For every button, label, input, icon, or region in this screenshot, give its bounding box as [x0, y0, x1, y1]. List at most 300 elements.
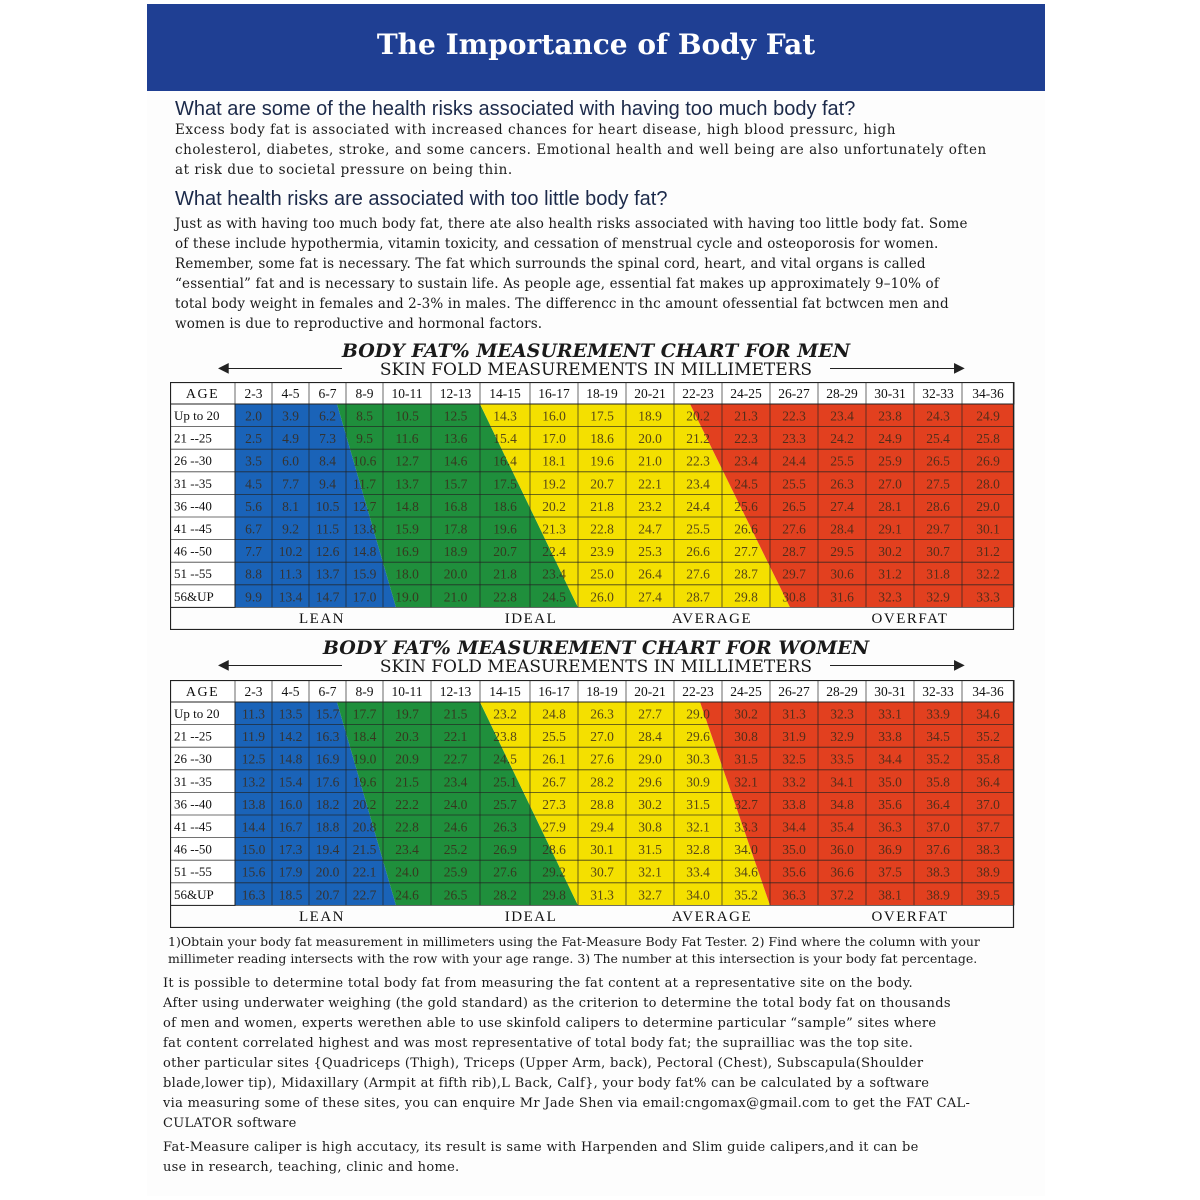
instruction-line: millimeter reading intersects with the row with your age range. 3) The number at this intersection is your body fat percentage.: [168, 951, 978, 966]
cell-value: 18.0: [395, 566, 419, 582]
cell-value: 36.3: [782, 887, 806, 903]
paragraph-line: “essential” fat and is necessary to sustain life. As people age, essential fat makes up approximately 9–10% of: [175, 276, 939, 292]
cell-value: 33.4: [686, 864, 710, 880]
body-line: use in research, teaching, clinic and home.: [163, 1160, 460, 1175]
cell-value: 24.4: [782, 453, 806, 469]
cell-value: 22.1: [638, 476, 662, 492]
cell-value: 20.0: [638, 431, 662, 447]
cell-value: 28.4: [638, 729, 662, 745]
cell-value: 26.6: [734, 521, 758, 537]
cell-value: 34.0: [734, 842, 758, 858]
cell-value: 24.5: [734, 476, 758, 492]
body-line: blade,lower tip), Midaxillary (Armpit at fifth rib),L Back, Calf}, your body fat% can be calculated by a software: [163, 1076, 930, 1091]
cell-value: 24.9: [976, 408, 1000, 424]
column-header: 2-3: [244, 386, 263, 401]
cell-value: 31.5: [734, 751, 758, 767]
arrow-line: [830, 665, 958, 666]
cell-value: 35.4: [830, 819, 854, 835]
cell-value: 27.0: [590, 729, 614, 745]
cell-value: 12.6: [315, 544, 340, 560]
cell-value: 19.2: [542, 476, 566, 492]
cell-value: 18.9: [638, 408, 662, 424]
cell-value: 30.3: [686, 751, 710, 767]
question-too-much-fat: What are some of the health risks associated with having too much body fat?: [175, 98, 856, 120]
cell-value: 9.4: [319, 476, 336, 492]
cell-value: 15.4: [278, 774, 303, 790]
cell-value: 19.7: [395, 706, 419, 722]
cell-value: 29.6: [686, 729, 710, 745]
question-too-little-fat: What health risks are associated with too little body fat?: [175, 188, 668, 210]
paragraph-line: Remember, some fat is necessary. The fat which surrounds the spinal cord, heart, and vital organs is called: [175, 256, 926, 272]
cell-value: 18.1: [542, 453, 566, 469]
cell-value: 21.3: [542, 521, 566, 537]
cell-value: 28.7: [734, 566, 758, 582]
cell-value: 21.8: [590, 498, 614, 514]
cell-value: 30.1: [590, 842, 614, 858]
cell-value: 29.2: [542, 864, 566, 880]
cell-value: 31.5: [638, 842, 662, 858]
cell-value: 27.6: [782, 521, 806, 537]
column-header: 8-9: [355, 684, 374, 699]
cell-value: 31.5: [686, 796, 710, 812]
cell-value: 21.5: [352, 842, 377, 858]
cell-value: 24.4: [686, 498, 710, 514]
cell-value: 35.8: [976, 751, 1000, 767]
cell-value: 24.0: [443, 796, 468, 812]
cell-value: 28.7: [782, 544, 806, 560]
cell-value: 33.1: [878, 706, 902, 722]
column-header: 4-5: [281, 684, 300, 699]
arrow-line: [222, 665, 342, 666]
cell-value: 26.5: [926, 453, 950, 469]
body-line: After using underwater weighing (the gold standard) as the criterion to determine the total body fat on thousands: [163, 996, 951, 1011]
zone-label: IDEAL: [504, 909, 558, 925]
age-row-label: Up to 20: [174, 408, 220, 423]
cell-value: 37.5: [878, 864, 902, 880]
cell-value: 12.5: [443, 408, 468, 424]
cell-value: 34.4: [878, 751, 902, 767]
cell-value: 16.3: [241, 887, 266, 903]
cell-value: 35.6: [878, 796, 902, 812]
column-header: 32-33: [922, 684, 954, 699]
cell-value: 23.4: [542, 566, 566, 582]
cell-value: 10.6: [352, 453, 377, 469]
age-row-label: 36 --40: [174, 498, 212, 514]
cell-value: 10.5: [395, 408, 419, 424]
cell-value: 9.2: [282, 521, 299, 537]
cell-value: 18.4: [352, 729, 377, 745]
cell-value: 7.7: [245, 544, 262, 560]
column-header: 10-11: [391, 684, 423, 699]
cell-value: 30.8: [782, 589, 806, 605]
cell-value: 28.4: [830, 521, 854, 537]
cell-value: 7.3: [319, 431, 336, 447]
cell-value: 22.4: [542, 544, 566, 560]
cell-value: 27.4: [638, 589, 662, 605]
cell-value: 24.5: [493, 751, 517, 767]
cell-value: 34.8: [830, 796, 854, 812]
cell-value: 34.4: [782, 819, 806, 835]
cell-value: 26.9: [976, 453, 1000, 469]
column-header: 34-36: [972, 386, 1004, 401]
cell-value: 30.8: [734, 729, 758, 745]
cell-value: 22.3: [782, 408, 806, 424]
cell-value: 16.7: [278, 819, 303, 835]
cell-value: 26.7: [542, 774, 566, 790]
cell-value: 22.7: [352, 887, 377, 903]
cell-value: 11.3: [241, 706, 266, 722]
left-arrow-icon: ◀: [218, 657, 229, 673]
column-header: 6-7: [318, 386, 337, 401]
cell-value: 37.0: [926, 819, 950, 835]
age-row-label: 46 --50: [174, 841, 212, 857]
paragraph-too-much-fat: [175, 120, 987, 180]
cell-value: 12.5: [241, 751, 266, 767]
cell-value: 13.7: [395, 476, 419, 492]
cell-value: 32.3: [830, 706, 854, 722]
column-header: 20-21: [634, 386, 666, 401]
cell-value: 20.2: [686, 408, 710, 424]
column-header: 22-23: [682, 386, 714, 401]
column-header: 32-33: [922, 386, 954, 401]
body-line: via measuring some of these sites, you can enquire Mr Jade Shen via email:cngomax@gmail.com to get the FAT CAL-: [163, 1096, 971, 1111]
body-line: CULATOR software: [163, 1116, 297, 1131]
cell-value: 28.8: [590, 796, 614, 812]
cell-value: 38.3: [976, 842, 1000, 858]
cell-value: 20.7: [590, 476, 614, 492]
women-chart-title: BODY FAT% MEASUREMENT CHART FOR WOMEN: [322, 637, 870, 659]
cell-value: 30.8: [638, 819, 662, 835]
cell-value: 34.5: [926, 729, 950, 745]
cell-value: 21.3: [734, 408, 758, 424]
cell-value: 14.8: [352, 544, 377, 560]
cell-value: 15.9: [352, 566, 377, 582]
cell-value: 18.6: [493, 498, 517, 514]
cell-value: 29.8: [542, 887, 566, 903]
age-row-label: 26 --30: [174, 751, 212, 767]
zone-label: AVERAGE: [671, 611, 753, 627]
cell-value: 25.3: [638, 544, 662, 560]
cell-value: 25.0: [590, 566, 614, 582]
age-row-label: 51 --55: [174, 864, 212, 880]
cell-value: 38.9: [976, 864, 1000, 880]
cell-value: 37.0: [976, 796, 1000, 812]
cell-value: 15.7: [443, 476, 468, 492]
paragraph-line: cholesterol, diabetes, stroke, and some cancers. Emotional health and well being are also unfortunately often: [175, 142, 987, 158]
cell-value: 17.9: [278, 864, 303, 880]
cell-value: 4.5: [245, 476, 262, 492]
cell-value: 29.4: [590, 819, 614, 835]
cell-value: 20.2: [352, 796, 377, 812]
cell-value: 26.0: [590, 589, 614, 605]
cell-value: 32.5: [782, 751, 806, 767]
cell-value: 27.6: [493, 864, 517, 880]
age-row-label: 21 --25: [174, 728, 212, 744]
cell-value: 25.5: [686, 521, 710, 537]
age-row-label: 31 --35: [174, 475, 212, 491]
cell-value: 35.2: [976, 729, 1000, 745]
cell-value: 31.9: [782, 729, 806, 745]
cell-value: 37.6: [926, 842, 950, 858]
cell-value: 13.4: [278, 589, 303, 605]
cell-value: 21.0: [638, 453, 662, 469]
cell-value: 15.6: [241, 864, 266, 880]
cell-value: 32.3: [878, 589, 902, 605]
column-header: 28-29: [826, 386, 858, 401]
cell-value: 30.2: [878, 544, 902, 560]
cell-value: 16.0: [542, 408, 566, 424]
cell-value: 31.2: [878, 566, 902, 582]
cell-value: 30.9: [686, 774, 710, 790]
cell-value: 32.1: [638, 864, 662, 880]
cell-value: 12.7: [395, 453, 419, 469]
cell-value: 26.5: [782, 498, 806, 514]
column-header: 30-31: [874, 684, 906, 699]
cell-value: 17.3: [278, 842, 303, 858]
cell-value: 14.4: [241, 819, 266, 835]
cell-value: 10.5: [315, 498, 340, 514]
column-header: 28-29: [826, 684, 858, 699]
cell-value: 20.2: [542, 498, 566, 514]
cell-value: 29.6: [638, 774, 662, 790]
cell-value: 27.6: [686, 566, 710, 582]
cell-value: 35.0: [782, 842, 806, 858]
cell-value: 19.0: [352, 751, 377, 767]
cell-value: 20.7: [315, 887, 340, 903]
cell-value: 31.8: [926, 566, 950, 582]
right-arrow-icon: ▶: [954, 360, 965, 376]
column-header: 12-13: [439, 386, 472, 401]
men-chart-subtitle: SKIN FOLD MEASUREMENTS IN MILLIMETERS: [379, 360, 813, 380]
cell-value: 16.3: [315, 729, 340, 745]
cell-value: 23.2: [493, 706, 517, 722]
cell-value: 25.8: [976, 431, 1000, 447]
cell-value: 16.0: [278, 796, 303, 812]
column-header: 16-17: [538, 684, 570, 699]
paragraph-line: of these include hypothermia, vitamin toxicity, and cessation of menstrual cycle and osteoporosis for women.: [175, 236, 939, 252]
cell-value: 19.4: [315, 842, 340, 858]
body-line: Fat-Measure caliper is high accutacy, its result is same with Harpenden and Slim guide calipers,and it can be: [163, 1140, 919, 1155]
cell-value: 30.2: [638, 796, 662, 812]
cell-value: 27.7: [734, 544, 758, 560]
cell-value: 21.5: [395, 774, 419, 790]
right-arrow-icon: ▶: [954, 657, 965, 673]
cell-value: 19.0: [395, 589, 419, 605]
cell-value: 20.7: [493, 544, 517, 560]
arrow-line: [222, 368, 342, 369]
cell-value: 11.9: [241, 729, 266, 745]
cell-value: 27.5: [926, 476, 950, 492]
cell-value: 17.0: [542, 431, 566, 447]
cell-value: 25.4: [926, 431, 950, 447]
cell-value: 19.6: [352, 774, 377, 790]
cell-value: 18.9: [443, 544, 468, 560]
cell-value: 6.0: [282, 453, 299, 469]
cell-value: 28.2: [590, 774, 614, 790]
cell-value: 26.4: [638, 566, 662, 582]
zone-label: LEAN: [299, 611, 345, 627]
age-row-label: 41 --45: [174, 819, 212, 834]
cell-value: 15.9: [395, 521, 419, 537]
cell-value: 37.7: [976, 819, 1000, 835]
cell-value: 24.3: [926, 408, 950, 424]
age-row-label: 56&UP: [174, 588, 214, 604]
cell-value: 23.9: [590, 544, 614, 560]
cell-value: 14.8: [278, 751, 303, 767]
cell-value: 29.0: [686, 706, 710, 722]
cell-value: 10.2: [278, 544, 303, 560]
cell-value: 35.2: [734, 887, 758, 903]
cell-value: 24.2: [830, 431, 854, 447]
cell-value: 23.4: [395, 842, 419, 858]
cell-value: 30.7: [590, 864, 614, 880]
column-header: 12-13: [439, 684, 472, 699]
cell-value: 32.7: [734, 796, 758, 812]
cell-value: 38.1: [878, 887, 902, 903]
cell-value: 23.4: [734, 453, 758, 469]
cell-value: 15.4: [493, 431, 517, 447]
cell-value: 23.3: [782, 431, 806, 447]
cell-value: 20.3: [395, 729, 419, 745]
column-header: 30-31: [874, 386, 906, 401]
cell-value: 16.4: [493, 453, 517, 469]
cell-value: 25.9: [443, 864, 468, 880]
cell-value: 7.7: [282, 476, 299, 492]
cell-value: 36.4: [926, 796, 950, 812]
cell-value: 37.2: [830, 887, 854, 903]
age-row-label: 56&UP: [174, 886, 214, 902]
cell-value: 19.6: [590, 453, 614, 469]
column-header: 14-15: [489, 684, 521, 699]
women-chart-subtitle: SKIN FOLD MEASUREMENTS IN MILLIMETERS: [379, 657, 813, 677]
cell-value: 27.6: [590, 751, 614, 767]
cell-value: 30.7: [926, 544, 950, 560]
cell-value: 25.5: [830, 453, 854, 469]
column-header: 16-17: [538, 386, 570, 401]
body-line: of men and women, experts werethen able to use skinfold calipers to determine particular “sample” sites where: [163, 1016, 937, 1031]
cell-value: 33.9: [926, 706, 950, 722]
cell-value: 11.7: [352, 476, 377, 492]
cell-value: 30.6: [830, 566, 854, 582]
cell-value: 27.4: [830, 498, 854, 514]
paragraph-line: women is due to reproductive and hormonal factors.: [175, 316, 543, 332]
cell-value: 11.6: [395, 431, 419, 447]
cell-value: 18.5: [278, 887, 303, 903]
age-row-label: 31 --35: [174, 773, 212, 789]
cell-value: 32.1: [686, 819, 710, 835]
cell-value: 3.5: [245, 453, 262, 469]
cell-value: 23.2: [638, 498, 662, 514]
cell-value: 22.3: [686, 453, 710, 469]
cell-value: 26.9: [493, 842, 517, 858]
arrow-line: [830, 368, 958, 369]
cell-value: 31.2: [976, 544, 1000, 560]
cell-value: 32.2: [976, 566, 1000, 582]
cell-value: 8.4: [319, 453, 336, 469]
left-arrow-icon: ◀: [218, 360, 229, 376]
cell-value: 33.5: [830, 751, 854, 767]
cell-value: 26.1: [542, 751, 566, 767]
cell-value: 26.3: [830, 476, 854, 492]
age-row-label: 46 --50: [174, 543, 212, 559]
cell-value: 22.2: [395, 796, 419, 812]
body-line: other particular sites {Quadriceps (Thigh), Triceps (Upper Arm, back), Pectoral (Chest), Subscapula(Shoulder: [163, 1056, 924, 1071]
cell-value: 15.7: [315, 706, 340, 722]
cell-value: 17.7: [352, 706, 377, 722]
cell-value: 24.9: [878, 431, 902, 447]
body-text: [163, 974, 970, 1178]
cell-value: 23.4: [443, 774, 468, 790]
cell-value: 25.5: [782, 476, 806, 492]
cell-value: 18.2: [315, 796, 340, 812]
cell-value: 17.5: [493, 476, 517, 492]
cell-value: 3.9: [282, 408, 299, 424]
cell-value: 18.8: [315, 819, 340, 835]
cell-value: 20.9: [395, 751, 419, 767]
column-header: 20-21: [634, 684, 666, 699]
cell-value: 36.6: [830, 864, 854, 880]
cell-value: 30.1: [976, 521, 1000, 537]
cell-value: 23.4: [686, 476, 710, 492]
cell-value: 31.6: [830, 589, 854, 605]
cell-value: 38.3: [926, 864, 950, 880]
cell-value: 13.5: [278, 706, 303, 722]
cell-value: 23.8: [493, 729, 517, 745]
column-header: 14-15: [489, 386, 521, 401]
paragraph-too-little-fat: [175, 214, 968, 334]
cell-value: 26.3: [493, 819, 517, 835]
cell-value: 13.7: [315, 566, 340, 582]
age-row-label: 36 --40: [174, 796, 212, 812]
cell-value: 14.8: [395, 498, 419, 514]
column-header: 24-25: [730, 684, 762, 699]
cell-value: 20.0: [315, 864, 340, 880]
cell-value: 28.7: [686, 589, 710, 605]
cell-value: 14.2: [278, 729, 303, 745]
cell-value: 8.5: [356, 408, 373, 424]
cell-value: 31.3: [590, 887, 614, 903]
men-chart-title: BODY FAT% MEASUREMENT CHART FOR MEN: [341, 340, 851, 362]
cell-value: 31.3: [782, 706, 806, 722]
zone-label: OVERFAT: [871, 611, 949, 627]
cell-value: 2.5: [245, 431, 262, 447]
column-header: 26-27: [778, 386, 810, 401]
cell-value: 22.1: [352, 864, 377, 880]
cell-value: 23.4: [830, 408, 854, 424]
cell-value: 25.6: [734, 498, 758, 514]
women-body-fat-chart: [170, 680, 1015, 928]
cell-value: 26.5: [443, 887, 468, 903]
cell-value: 13.8: [352, 521, 377, 537]
column-header: 22-23: [682, 684, 714, 699]
cell-value: 19.6: [493, 521, 517, 537]
cell-value: 16.9: [395, 544, 419, 560]
cell-value: 14.6: [443, 453, 468, 469]
instruction-line: 1)Obtain your body fat measurement in millimeters using the Fat-Measure Body Fat Tester. 2) Find where the column with your: [168, 934, 980, 949]
cell-value: 35.6: [782, 864, 806, 880]
cell-value: 25.1: [493, 774, 517, 790]
cell-value: 36.9: [878, 842, 902, 858]
cell-value: 35.8: [926, 774, 950, 790]
cell-value: 35.0: [878, 774, 902, 790]
cell-value: 34.6: [976, 706, 1000, 722]
cell-value: 27.3: [542, 796, 566, 812]
cell-value: 9.5: [356, 431, 373, 447]
cell-value: 22.8: [493, 589, 517, 605]
cell-value: 28.6: [542, 842, 566, 858]
cell-value: 14.3: [493, 408, 517, 424]
column-header: 10-11: [391, 386, 423, 401]
